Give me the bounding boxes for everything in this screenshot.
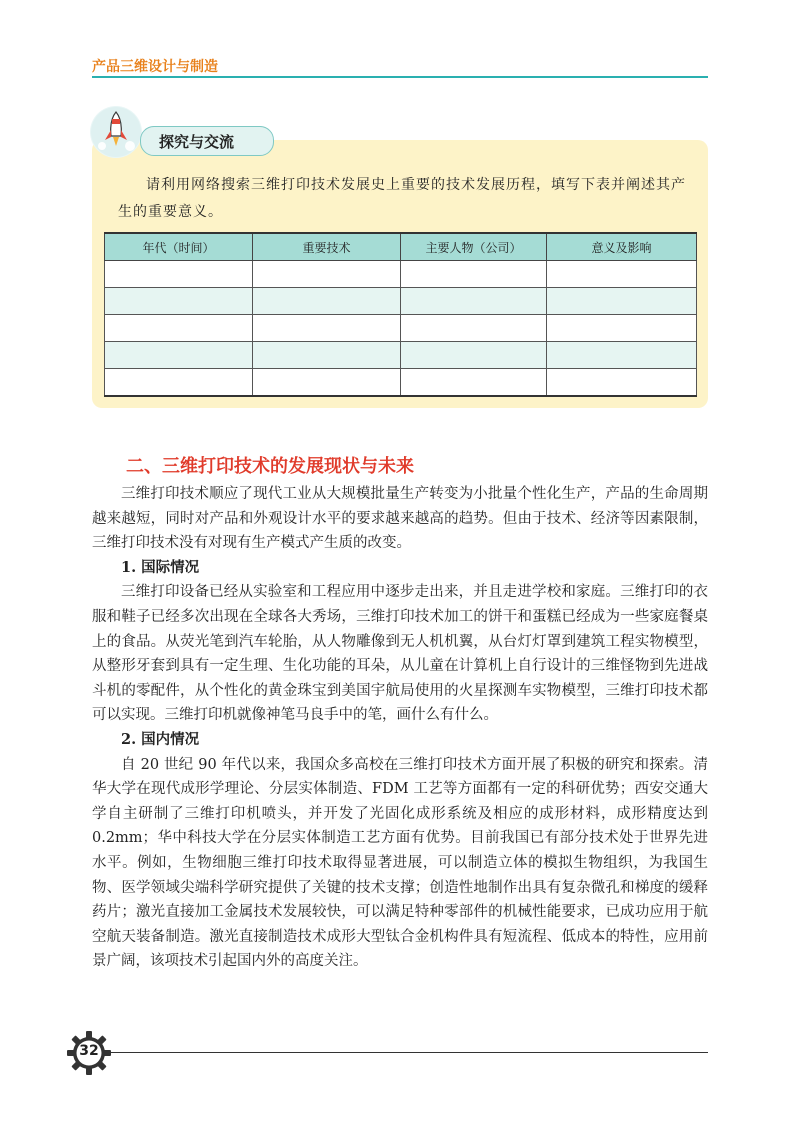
section-heading: 二、三维打印技术的发展现状与未来 — [126, 456, 414, 477]
history-table — [104, 232, 697, 397]
page-number: 32 — [79, 1043, 99, 1059]
table-cell[interactable] — [547, 315, 697, 342]
intro-paragraph: 三维打印技术顺应了现代工业从大规模批量生产转变为小批量个性化生产，产品的生命周期越来越短，同时对产品和外观设计水平的要求越来越高的趋势。但由于技术、经济等因素限制，三维打印技术没有对现有生产模式产生质的改变。 — [92, 486, 708, 552]
explore-instruction: 请利用网络搜索三维打印技术发展史上重要的技术发展历程，填写下表并阐述其产生的重要意义。 — [118, 177, 686, 220]
table-cell[interactable] — [253, 342, 401, 369]
table-header-cell: 意义及影响 — [547, 233, 697, 261]
table-cell[interactable] — [253, 315, 401, 342]
table-header-row — [105, 233, 697, 261]
table-cell[interactable] — [401, 369, 547, 397]
table-row — [105, 315, 697, 342]
table-header-cell: 年代（时间） — [105, 233, 253, 261]
footer-divider — [110, 1052, 708, 1053]
table-header-cell: 重要技术 — [253, 233, 401, 261]
table-cell[interactable] — [401, 315, 547, 342]
table-cell[interactable] — [547, 288, 697, 315]
table-cell[interactable] — [253, 369, 401, 397]
table-cell[interactable] — [401, 288, 547, 315]
international-paragraph: 三维打印设备已经从实验室和工程应用中逐步走出来，并且走进学校和家庭。三维打印的衣服和鞋子已经多次出现在全球各大秀场，三维打印技术加工的饼干和蛋糕已经成为一些家庭餐桌上的食品。从荧光笔到汽车轮胎，从人物雕像到无人机机翼，从台灯灯罩到建筑工程实物模型，从整形牙套到具有一定生理、生化功能的耳朵，从儿童在计算机上自行设计的三维怪物到先进战斗机的零配件，从个性化的黄金珠宝到美国宇航局使用的火星探测车实物模型，三维打印技术都可以实现。三维打印机就像神笔马良手中的笔，画什么有什么。 — [92, 584, 708, 724]
table-row — [105, 342, 697, 369]
subheading-international: 1. 国际情况 — [121, 558, 200, 576]
running-header: 产品三维设计与制造 — [92, 59, 218, 75]
table-row — [105, 288, 697, 315]
header-divider — [92, 76, 708, 78]
table-cell[interactable] — [401, 342, 547, 369]
table-row — [105, 261, 697, 288]
domestic-paragraph: 自 20 世纪 90 年代以来，我国众多高校在三维打印技术方面开展了积极的研究和探索。清华大学在现代成形学理论、分层实体制造、FDM 工艺等方面都有一定的科研优势；西安交通大学自主研制了三维打印机喷头，并开发了光固化成形系统及相应的成形材料，成形精度达到 0.2mm；华中科技大学在分层实体制造工艺方面有优势。目前我国已有部分技术处于世界先进水平。例如，生物细胞三维打印技术取得显著进展，可以制造立体的模拟生物组织，为我国生物、医学领域尖端科学研究提供了关键的技术支撑；创造性地制作出具有复杂微孔和梯度的缓释药片；激光直接加工金属技术发展较快，可以满足特种零部件的机械性能要求，已成功应用于航空航天装备制造。激光直接制造技术成形大型钛合金机构件具有短流程、低成本的特性，应用前景广阔，该项技术引起国内外的高度关注。 — [92, 756, 708, 970]
explore-tab-label: 探究与交流 — [159, 133, 235, 151]
table-row — [105, 369, 697, 397]
table-cell[interactable] — [547, 369, 697, 397]
table-cell[interactable] — [253, 288, 401, 315]
rocket-icon — [90, 106, 142, 158]
table-cell[interactable] — [105, 369, 253, 397]
table-cell[interactable] — [547, 261, 697, 288]
table-cell[interactable] — [253, 261, 401, 288]
explore-tab — [140, 126, 274, 156]
table-header-cell: 主要人物（公司） — [401, 233, 547, 261]
table-cell[interactable] — [105, 315, 253, 342]
table-cell[interactable] — [547, 342, 697, 369]
table-cell[interactable] — [105, 261, 253, 288]
table-cell[interactable] — [401, 261, 547, 288]
subheading-domestic: 2. 国内情况 — [121, 730, 200, 748]
table-cell[interactable] — [105, 342, 253, 369]
section-body — [92, 482, 708, 974]
table-cell[interactable] — [105, 288, 253, 315]
